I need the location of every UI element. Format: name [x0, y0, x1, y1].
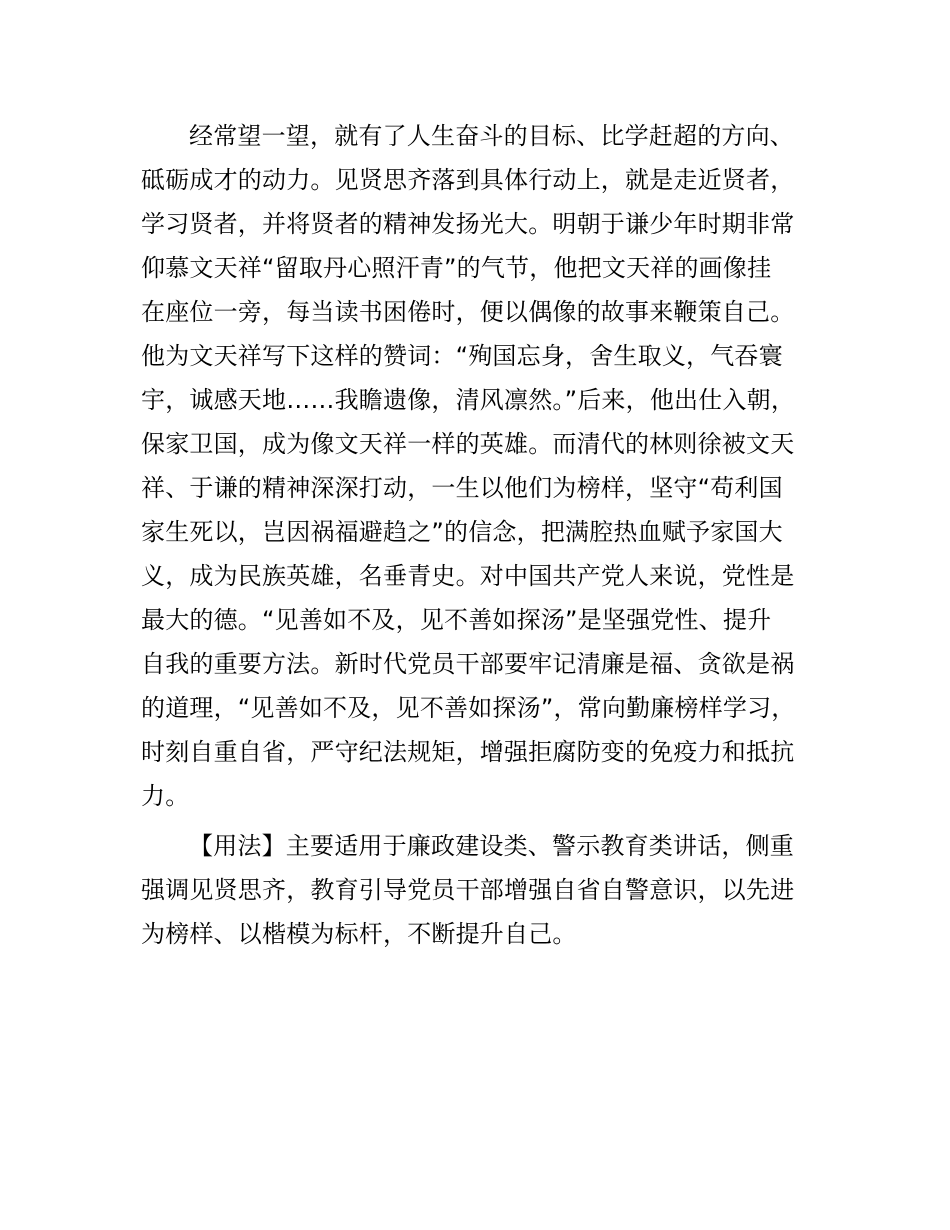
- text-line: 经常望一望，就有了人生奋斗的目标、比学赶超的方向、: [189, 122, 794, 150]
- text-line: 强调见贤思齐，教育引导党员干部增强自省自警意识，以先进: [141, 876, 795, 904]
- text-line: 家生死以，岂因祸福避趋之”的信念，把满腔热血赋予家国大: [141, 518, 783, 546]
- text-line: 时刻自重自省，严守纪法规矩，增强拒腐防变的免疫力和抵抗: [141, 738, 795, 766]
- text-line: 砥砺成才的动力。见贤思齐落到具体行动上，就是走近贤者，: [141, 166, 795, 194]
- text-line: 他为文天祥写下这样的赞词：“殉国忘身，舍生取义，气吞寰: [141, 342, 783, 370]
- text-line: 的道理，“见善如不及，见不善如探汤”，常向勤廉榜样学习，: [141, 694, 796, 722]
- text-line: 宇，诚感天地……我瞻遗像，清风凛然。”后来，他出仕入朝，: [141, 386, 796, 414]
- text-line: 【用法】主要适用于廉政建设类、警示教育类讲话，侧重: [189, 832, 794, 860]
- text-line: 为榜样、以楷模为标杆，不断提升自己。: [141, 920, 577, 948]
- text-line: 在座位一旁，每当读书困倦时，便以偶像的故事来鞭策自己。: [141, 298, 795, 326]
- text-line: 力。: [141, 782, 190, 810]
- text-line: 义，成为民族英雄，名垂青史。对中国共产党人来说，党性是: [141, 562, 795, 590]
- text-line: 保家卫国，成为像文天祥一样的英雄。而清代的林则徐被文天: [141, 430, 795, 458]
- text-line: 祥、于谦的精神深深打动，一生以他们为榜样，坚守“苟利国: [141, 474, 783, 502]
- text-line: 自我的重要方法。新时代党员干部要牢记清廉是福、贪欲是祸: [141, 650, 795, 678]
- text-line: 仰慕文天祥“留取丹心照汗青”的气节，他把文天祥的画像挂: [141, 254, 772, 282]
- text-line: 学习贤者，并将贤者的精神发扬光大。明朝于谦少年时期非常: [141, 210, 795, 238]
- text-line: 最大的德。“见善如不及，见不善如探汤”是坚强党性、提升: [141, 606, 772, 634]
